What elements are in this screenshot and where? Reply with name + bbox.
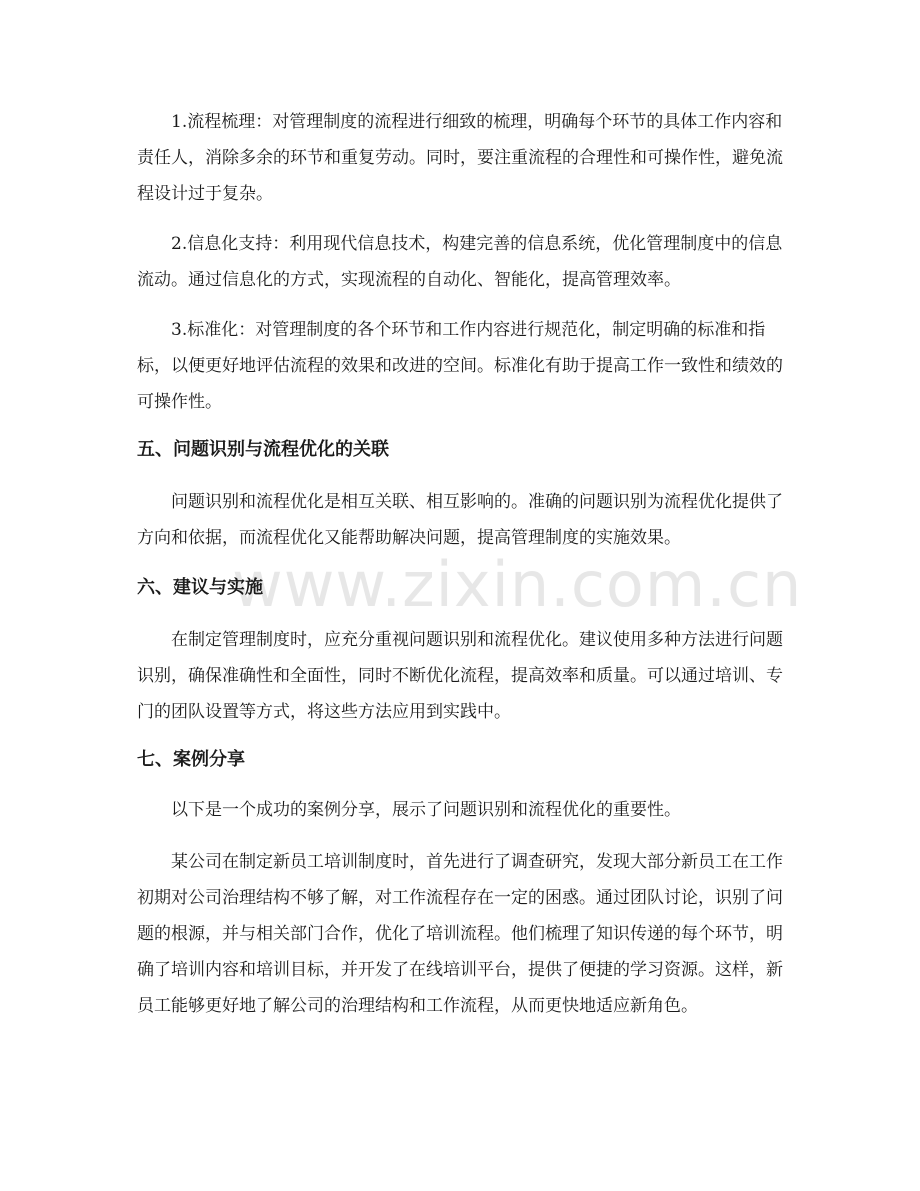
section-5-paragraph: 问题识别和流程优化是相互关联、相互影响的。准确的问题识别为流程优化提供了方向和依据，而流程优化又能帮助解决问题，提高管理制度的实施效果。 — [137, 492, 783, 548]
section-6-paragraph: 在制定管理制度时，应充分重视问题识别和流程优化。建议使用多种方法进行问题识别，确保准确性和全面性，同时不断优化流程，提高效率和质量。可以通过培训、专门的团队设置等方式，将这些方法应用到实践中。 — [137, 630, 783, 722]
section-heading-7: 七、案例分享 — [137, 749, 245, 770]
list-item-standardization: 3.标准化：对管理制度的各个环节和工作内容进行规范化，制定明确的标准和指标，以便更好地评估流程的效果和改进的空间。标准化有助于提高工作一致性和绩效的可操作性。 — [137, 320, 783, 412]
list-item-process-review: 1.流程梳理：对管理制度的流程进行细致的梳理，明确每个环节的具体工作内容和责任人，消除多余的环节和重复劳动。同时，要注重流程的合理性和可操作性，避免流程设计过于复杂。 — [137, 112, 783, 204]
section-7-paragraph-intro: 以下是一个成功的案例分享，展示了问题识别和流程优化的重要性。 — [171, 800, 681, 820]
watermark: www.zixin.com.cn — [232, 548, 803, 621]
list-item-informatization: 2.信息化支持：利用现代信息技术，构建完善的信息系统，优化管理制度中的信息流动。通过信息化的方式，实现流程的自动化、智能化，提高管理效率。 — [137, 234, 783, 290]
section-heading-5: 五、问题识别与流程优化的关联 — [137, 439, 389, 460]
section-heading-6: 六、建议与实施 — [137, 577, 263, 598]
section-7-paragraph-case: 某公司在制定新员工培训制度时，首先进行了调查研究，发现大部分新员工在工作初期对公司治理结构不够了解，对工作流程存在一定的困惑。通过团队讨论，识别了问题的根源，并与相关部门合作，优化了培训流程。他们梳理了知识传递的每个环节，明确了培训内容和培训目标，并开发了在线培训平台，提供了便捷的学习资源。这样，新员工能够更好地了解公司的治理结构和工作流程，从而更快地适应新角色。 — [137, 852, 783, 1016]
